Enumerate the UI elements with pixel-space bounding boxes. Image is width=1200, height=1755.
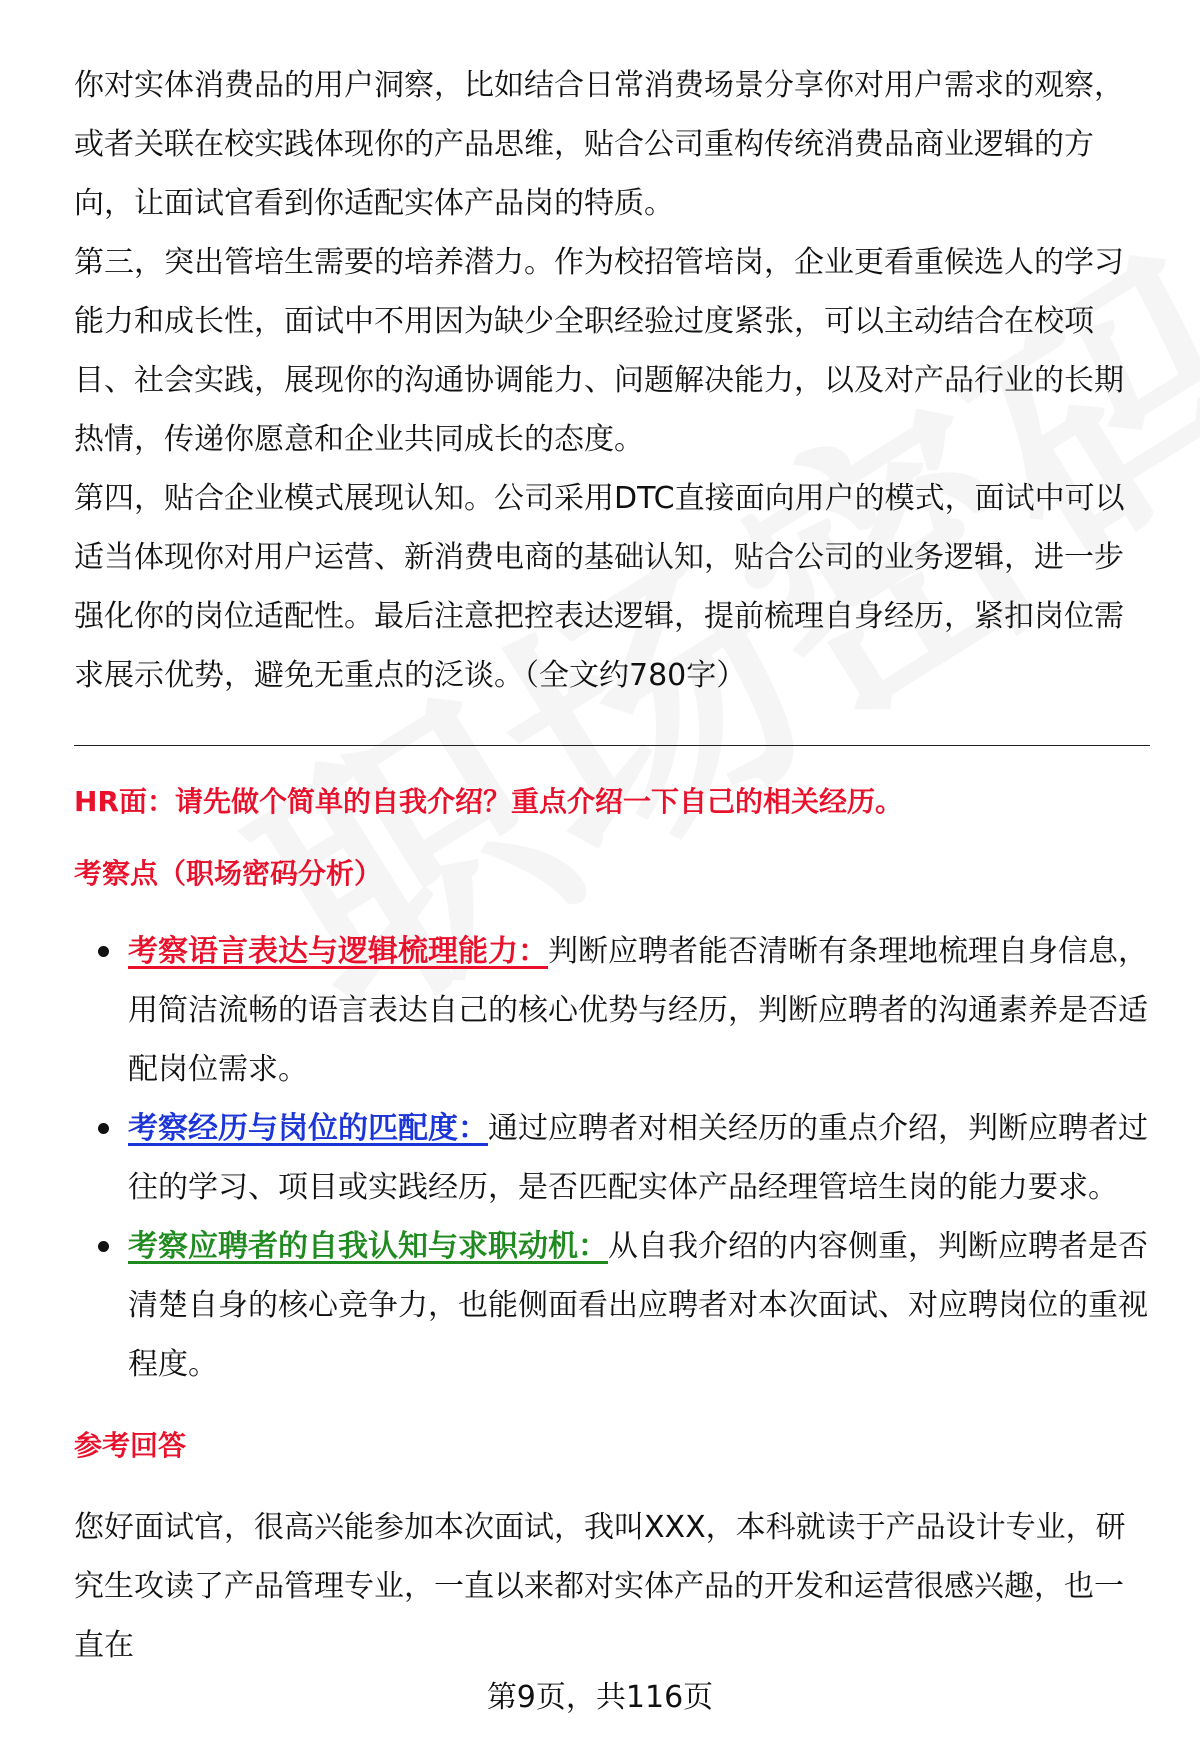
assessment-point-text: 通过应聘者对相关经历的重点介绍，判断应聘者过往的学习、项目或实践经历，是否匹配实体产品经理管培生岗的能力要求。 <box>128 1111 1148 1205</box>
assessment-point <box>128 1217 1150 1394</box>
interview-question: HR面：请先做个简单的自我介绍？重点介绍一下自己的相关经历。 <box>74 785 903 818</box>
section-divider <box>74 745 1150 746</box>
page-number: 第9页，共116页 <box>486 1680 714 1715</box>
bullet-icon <box>98 946 109 957</box>
document-body <box>74 56 1150 1675</box>
intro-paragraph: 你对实体消费品的用户洞察，比如结合日常消费场景分享你对用户需求的观察，或者关联在校实践体现你的产品思维，贴合公司重构传统消费品商业逻辑的方向，让面试官看到你适配实体产品岗的特质。 <box>74 68 1124 221</box>
assessment-point-text: 判断应聘者能否清晰有条理地梳理自身信息，用简洁流畅的语言表达自己的核心优势与经历，判断应聘者的沟通素养是否适配岗位需求。 <box>128 934 1148 1087</box>
assessment-point-text: 从自我介绍的内容侧重，判断应聘者是否清楚自身的核心竞争力，也能侧面看出应聘者对本次面试、对应聘岗位的重视程度。 <box>128 1229 1148 1382</box>
intro-paragraph: 第四，贴合企业模式展现认知。公司采用DTC直接面向用户的模式，面试中可以适当体现你对用户运营、新消费电商的基础认知，贴合公司的业务逻辑，进一步强化你的岗位适配性。最后注意把控表达逻辑，提前梳理自身经历，紧扣岗位需求展示优势，避免无重点的泛谈。（全文约780字） <box>74 481 1125 693</box>
assessment-point <box>128 1099 1150 1217</box>
assessment-point <box>128 922 1150 1099</box>
assessment-point-label: 考察语言表达与逻辑梳理能力： <box>128 934 548 969</box>
intro-paragraph: 第三，突出管培生需要的培养潜力。作为校招管培岗，企业更看重候选人的学习能力和成长性，面试中不用因为缺少全职经验过度紧张，可以主动结合在校项目、社会实践，展现你的沟通协调能力、问题解决能力，以及对产品行业的长期热情，传递你愿意和企业共同成长的态度。 <box>74 245 1124 457</box>
assessment-points-list <box>74 922 1150 1394</box>
assessment-points-title: 考察点（职场密码分析） <box>74 857 383 890</box>
assessment-point-label: 考察经历与岗位的匹配度： <box>128 1111 488 1146</box>
bullet-icon <box>98 1241 109 1252</box>
bullet-icon <box>98 1123 109 1134</box>
reference-answer-text: 您好面试官，很高兴能参加本次面试，我叫XXX，本科就读于产品设计专业，研究生攻读了产品管理专业，一直以来都对实体产品的开发和运营很感兴趣，也一直在 <box>74 1510 1126 1663</box>
reference-answer-title: 参考回答 <box>74 1429 187 1462</box>
assessment-point-label: 考察应聘者的自我认知与求职动机： <box>128 1229 608 1264</box>
